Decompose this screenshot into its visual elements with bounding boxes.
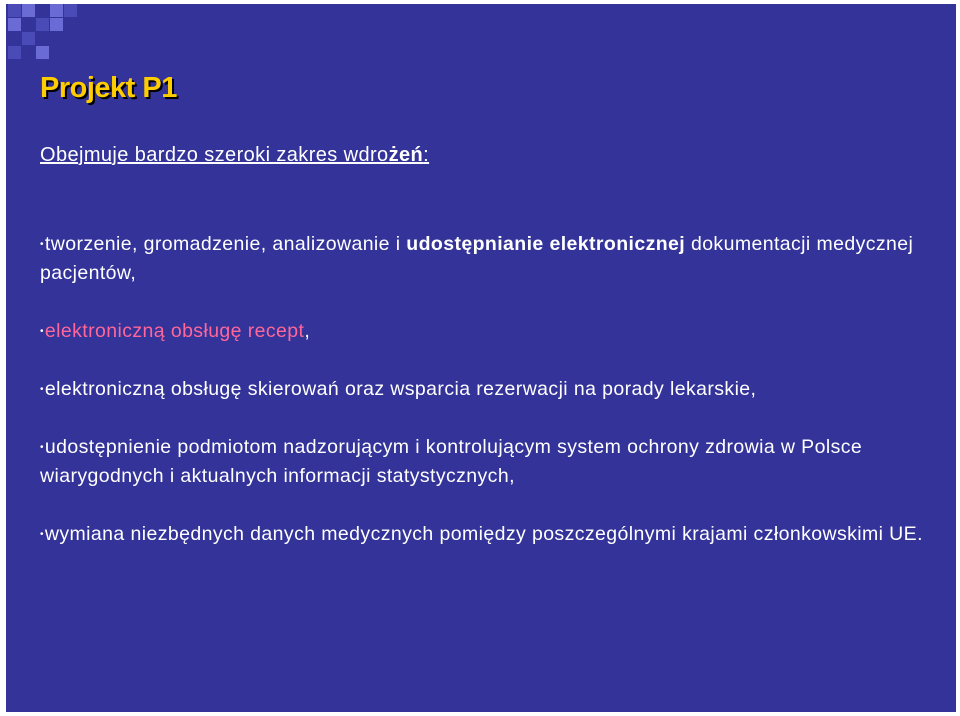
decorative-square bbox=[8, 4, 21, 17]
bullet-item bbox=[40, 230, 940, 288]
slide-title: Projekt P1 bbox=[40, 72, 177, 104]
subtitle-text: Obejmuje bardzo szeroki zakres wdro bbox=[40, 144, 389, 166]
decorative-square bbox=[8, 18, 21, 31]
subtitle-emphasis: żeń bbox=[388, 144, 424, 166]
bullet-marker: • bbox=[40, 442, 44, 453]
decorative-square bbox=[50, 4, 63, 17]
bullet-text: , bbox=[304, 320, 311, 342]
bullet-text-bold: udostępnianie elektronicznej bbox=[406, 233, 686, 255]
bullet-text: wymiana niezbędnych danych medycznych pomiędzy poszczególnymi krajami członkowskimi UE. bbox=[44, 523, 923, 545]
bullet-marker: • bbox=[40, 384, 44, 395]
decorative-square bbox=[36, 18, 49, 31]
bullet-text: elektroniczną obsługę skierowań oraz wsparcia rezerwacji na porady lekarskie, bbox=[44, 378, 757, 400]
bullet-item bbox=[40, 433, 940, 491]
bullet-text: udostępnienie podmiotom nadzorującym i kontrolującym system ochrony zdrowia w Polsce wiarygodnych i aktualnych informacji statystycznych, bbox=[40, 436, 863, 487]
bullet-text: tworzenie, gromadzenie, analizowanie i bbox=[44, 233, 407, 255]
slide bbox=[6, 4, 956, 712]
bullet-list bbox=[40, 230, 940, 549]
bullet-marker: • bbox=[40, 239, 44, 250]
bullet-item bbox=[40, 520, 940, 549]
bullet-item bbox=[40, 375, 940, 404]
decorative-square bbox=[8, 46, 21, 59]
bullet-marker: • bbox=[40, 529, 44, 540]
decorative-square bbox=[50, 18, 63, 31]
slide-subtitle bbox=[40, 144, 429, 167]
decorative-square bbox=[22, 4, 35, 17]
bullet-text: dokumentacji medycznej pacjentów, bbox=[40, 233, 914, 284]
bullet-item bbox=[40, 317, 940, 346]
decorative-square bbox=[64, 4, 77, 17]
bullet-marker: • bbox=[40, 326, 44, 337]
decorative-square bbox=[36, 46, 49, 59]
bullet-text-highlight: elektroniczną obsługę recept bbox=[44, 320, 305, 342]
decorative-square bbox=[22, 32, 35, 45]
subtitle-colon: : bbox=[423, 144, 430, 166]
